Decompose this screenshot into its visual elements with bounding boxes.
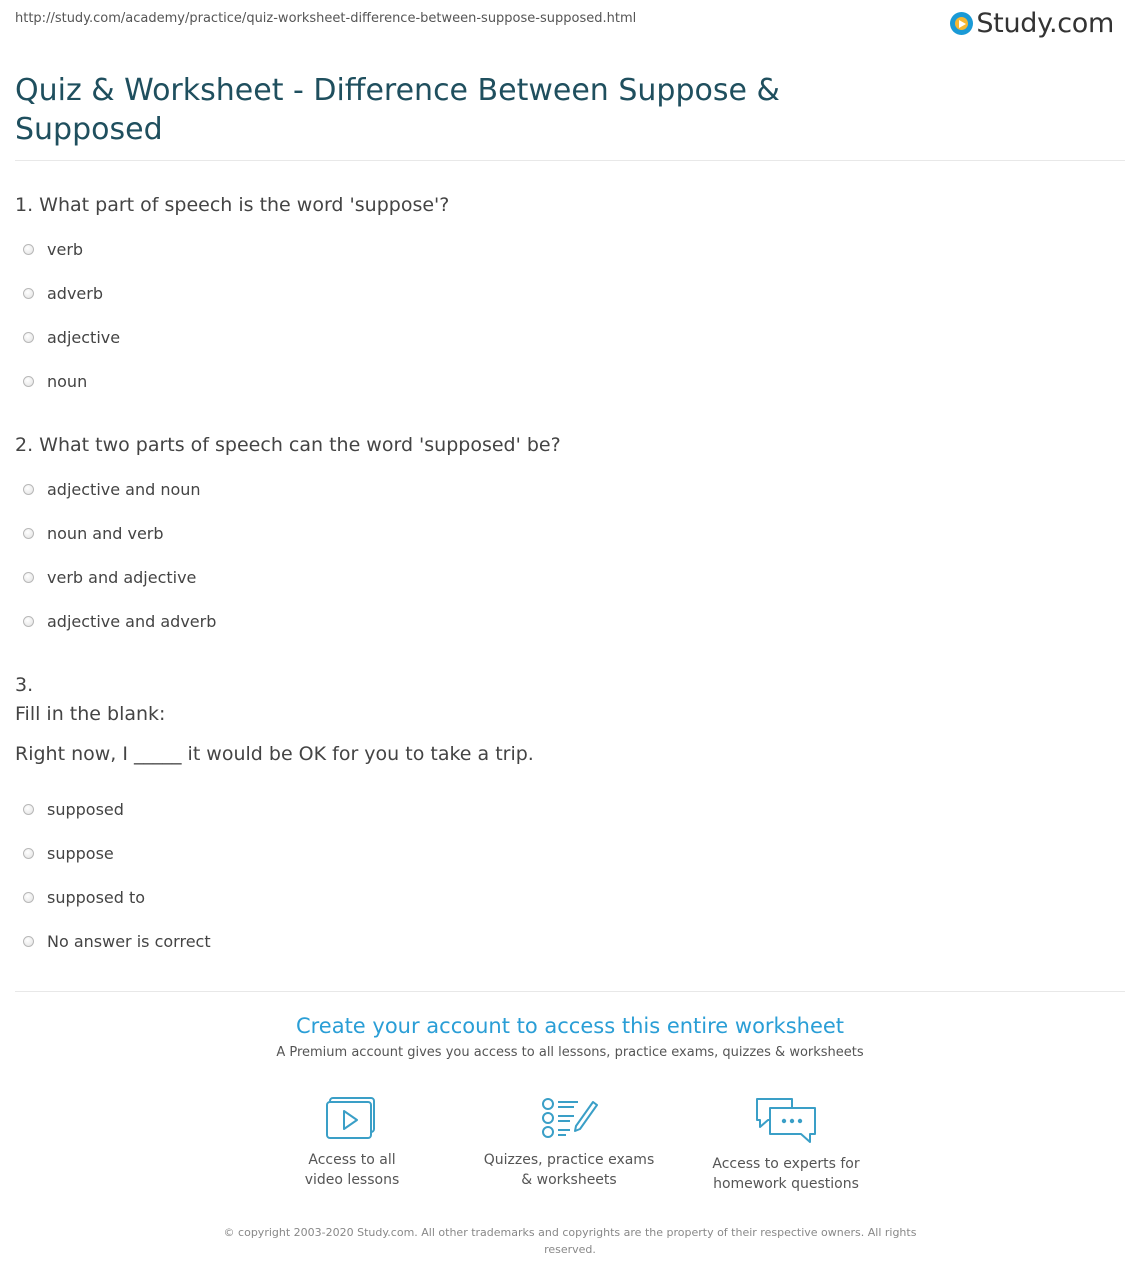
question-2: 2. What two parts of speech can the word 'supposed' be? — [15, 434, 561, 456]
option-label: adjective and adverb — [47, 611, 217, 631]
q3-option-2[interactable] — [23, 843, 114, 863]
q2-option-1[interactable] — [23, 479, 201, 499]
q2-option-2[interactable] — [23, 523, 164, 543]
radio-button-icon[interactable] — [23, 288, 34, 299]
create-account-link[interactable]: Create your account to access this entire worksheet — [295, 1014, 845, 1038]
page-url: http://study.com/academy/practice/quiz-worksheet-difference-between-suppose-supposed.html — [15, 11, 637, 26]
q1-option-1[interactable] — [23, 239, 83, 259]
option-label: suppose — [47, 843, 114, 863]
option-label: adjective and noun — [47, 479, 201, 499]
page-title: Quiz & Worksheet - Difference Between Suppose & Supposed — [15, 73, 780, 147]
play-logo-icon — [950, 12, 973, 35]
radio-button-icon[interactable] — [23, 528, 34, 539]
option-label: supposed to — [47, 887, 146, 907]
radio-button-icon[interactable] — [23, 936, 34, 947]
feature-quizzes — [469, 1096, 669, 1190]
radio-button-icon[interactable] — [23, 244, 34, 255]
title-divider — [15, 160, 1125, 161]
option-label: adverb — [47, 283, 104, 303]
q1-option-4[interactable] — [23, 371, 87, 391]
radio-button-icon[interactable] — [23, 616, 34, 627]
radio-button-icon[interactable] — [23, 804, 34, 815]
q1-option-3[interactable] — [23, 327, 120, 347]
radio-button-icon[interactable] — [23, 892, 34, 903]
option-label: noun and verb — [47, 523, 164, 543]
video-lesson-icon — [326, 1096, 378, 1140]
logo-text: Study.com — [976, 8, 1114, 39]
q3-option-1[interactable] — [23, 799, 124, 819]
option-label: verb and adjective — [47, 567, 197, 587]
radio-button-icon[interactable] — [23, 572, 34, 583]
radio-button-icon[interactable] — [23, 848, 34, 859]
q2-option-4[interactable] — [23, 611, 216, 631]
study-logo[interactable] — [950, 8, 1114, 39]
feature-video-lessons — [252, 1096, 452, 1190]
chat-bubbles-icon — [754, 1096, 818, 1144]
option-label: noun — [47, 371, 88, 391]
feature-label-line1: Quizzes, practice exams — [483, 1152, 655, 1168]
feature-label-line1: Access to experts for — [712, 1156, 860, 1172]
question-3-number: 3. — [15, 674, 34, 696]
question-3-sentence: Right now, I _____ it would be OK for you to take a trip. — [15, 743, 534, 765]
q3-option-3[interactable] — [23, 887, 145, 907]
feature-label-line1: Access to all — [308, 1152, 396, 1168]
cta-subtitle: A Premium account gives you access to all lessons, practice exams, quizzes & worksheets — [276, 1045, 864, 1060]
feature-experts — [686, 1096, 886, 1194]
question-1: 1. What part of speech is the word 'suppose'? — [15, 194, 450, 216]
feature-label-line2: & worksheets — [521, 1172, 617, 1188]
q2-option-3[interactable] — [23, 567, 196, 587]
radio-button-icon[interactable] — [23, 376, 34, 387]
feature-label-line2: video lessons — [304, 1172, 400, 1188]
option-label: supposed — [47, 799, 124, 819]
question-3-prompt: Fill in the blank: — [15, 703, 166, 725]
q1-option-2[interactable] — [23, 283, 103, 303]
copyright-footer: © copyright 2003-2020 Study.com. All other trademarks and copyrights are the property of their respective owners. All rights reserved. — [223, 1226, 917, 1256]
quiz-checklist-icon — [540, 1096, 598, 1140]
option-label: adjective — [47, 327, 121, 347]
option-label: No answer is correct — [47, 931, 211, 951]
q3-option-4[interactable] — [23, 931, 211, 951]
feature-label-line2: homework questions — [713, 1176, 859, 1192]
section-divider — [15, 991, 1125, 992]
radio-button-icon[interactable] — [23, 332, 34, 343]
option-label: verb — [47, 239, 84, 259]
radio-button-icon[interactable] — [23, 484, 34, 495]
